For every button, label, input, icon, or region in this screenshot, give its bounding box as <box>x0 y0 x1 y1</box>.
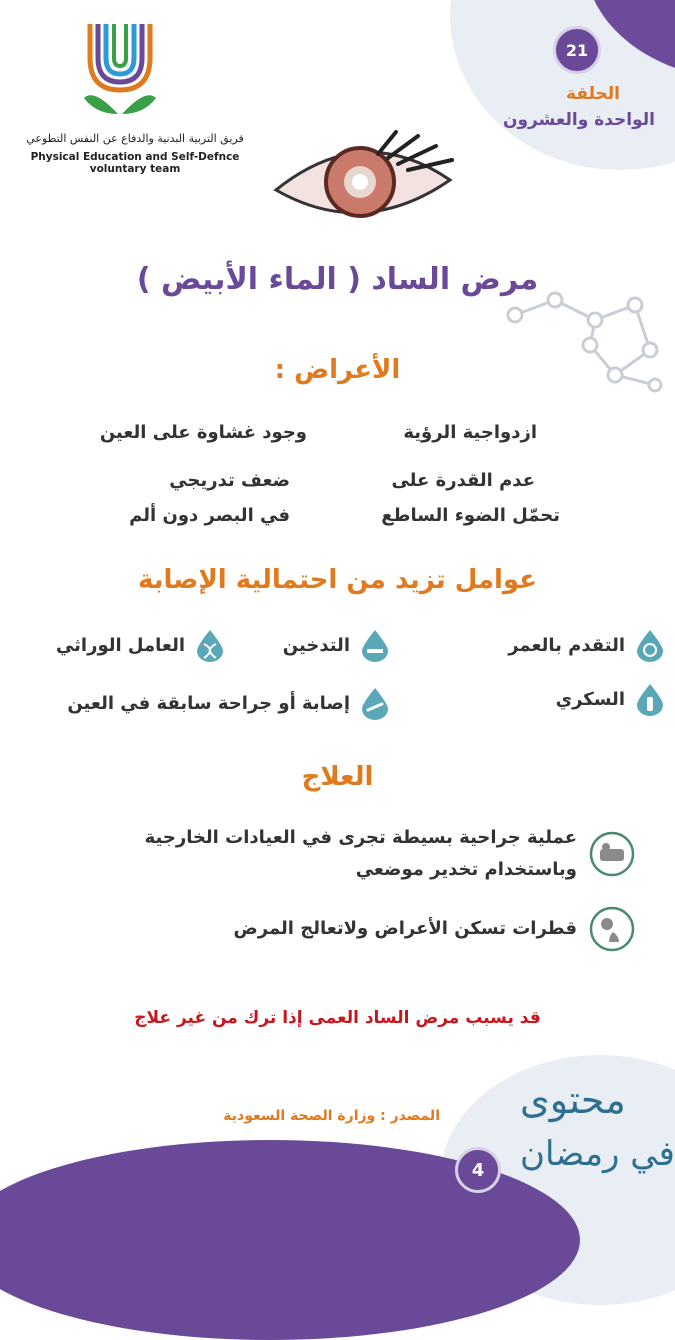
source-text: المصدر : وزارة الصحة السعودية <box>223 1108 440 1124</box>
symptom-double-vision: ازدواجية الرؤية <box>403 422 537 443</box>
brand-line1: محتوى <box>520 1078 626 1122</box>
risk-label: إصابة أو جراحة سابقة في العين <box>67 692 350 714</box>
symptom-gradual-weakness-line1: ضعف تدريجي <box>169 470 290 491</box>
treatment-text <box>145 822 577 886</box>
symptoms-heading: الأعراض : <box>274 355 401 385</box>
warning-text: قد يسبب مرض الساد العمى إذا ترك من غير علاج <box>134 1008 541 1028</box>
symptom-gradual-weakness-line2: في البصر دون ألم <box>129 505 290 526</box>
treatment-item-surgery <box>145 822 635 886</box>
page-number-badge: 4 <box>455 1147 501 1193</box>
logo-english-name: Physical Education and Self-Defnce voluntary team <box>30 151 240 175</box>
episode-ordinal: الواحدة والعشرون <box>502 110 655 130</box>
eye-illustration <box>268 130 458 230</box>
smoking-drop-icon <box>360 628 390 662</box>
treatment-heading: العلاج <box>301 762 374 792</box>
episode-number-badge: 21 <box>553 26 601 74</box>
risk-item-age <box>508 628 665 662</box>
treatment-surgery-line1: عملية جراحية بسيطة تجرى في العيادات الخارجية <box>144 827 577 848</box>
diabetes-drop-icon <box>635 682 665 716</box>
symptom-light-sensitivity-line2: تحمّل الضوء الساطع <box>381 505 560 526</box>
team-logo <box>80 18 160 122</box>
age-drop-icon <box>635 628 665 662</box>
treatment-item-drops <box>234 906 635 952</box>
risk-item-diabetes <box>556 682 665 716</box>
logo-arabic-name: فريق التربية البدنية والدفاع عن النفس التطوعي <box>26 132 244 145</box>
risk-label: العامل الوراثي <box>55 634 185 656</box>
risk-item-smoking <box>283 628 390 662</box>
dna-drop-icon <box>195 628 225 662</box>
injury-drop-icon <box>360 686 390 720</box>
symptom-cloudy-eye: وجود غشاوة على العين <box>99 422 307 443</box>
risk-item-genetic <box>56 628 225 662</box>
episode-label: الحلقة <box>566 84 620 104</box>
risk-item-injury <box>67 686 390 720</box>
symptom-light-sensitivity-line1: عدم القدرة على <box>391 470 535 491</box>
risk-label: السكري <box>555 688 625 710</box>
brand-line2: في رمضان <box>520 1134 675 1174</box>
risk-label: التدخين <box>282 634 350 656</box>
eye-drops-icon <box>589 906 635 952</box>
risk-factors-heading: عوامل تزيد من احتمالية الإصابة <box>138 565 537 595</box>
surgery-icon <box>589 831 635 877</box>
risk-label: التقدم بالعمر <box>508 634 625 656</box>
page-title: مرض الساد ( الماء الأبيض ) <box>136 262 539 297</box>
treatment-drops-text: قطرات تسكن الأعراض ولاتعالج المرض <box>233 918 577 939</box>
treatment-surgery-line2: وباستخدام تخدير موضعي <box>355 859 577 880</box>
